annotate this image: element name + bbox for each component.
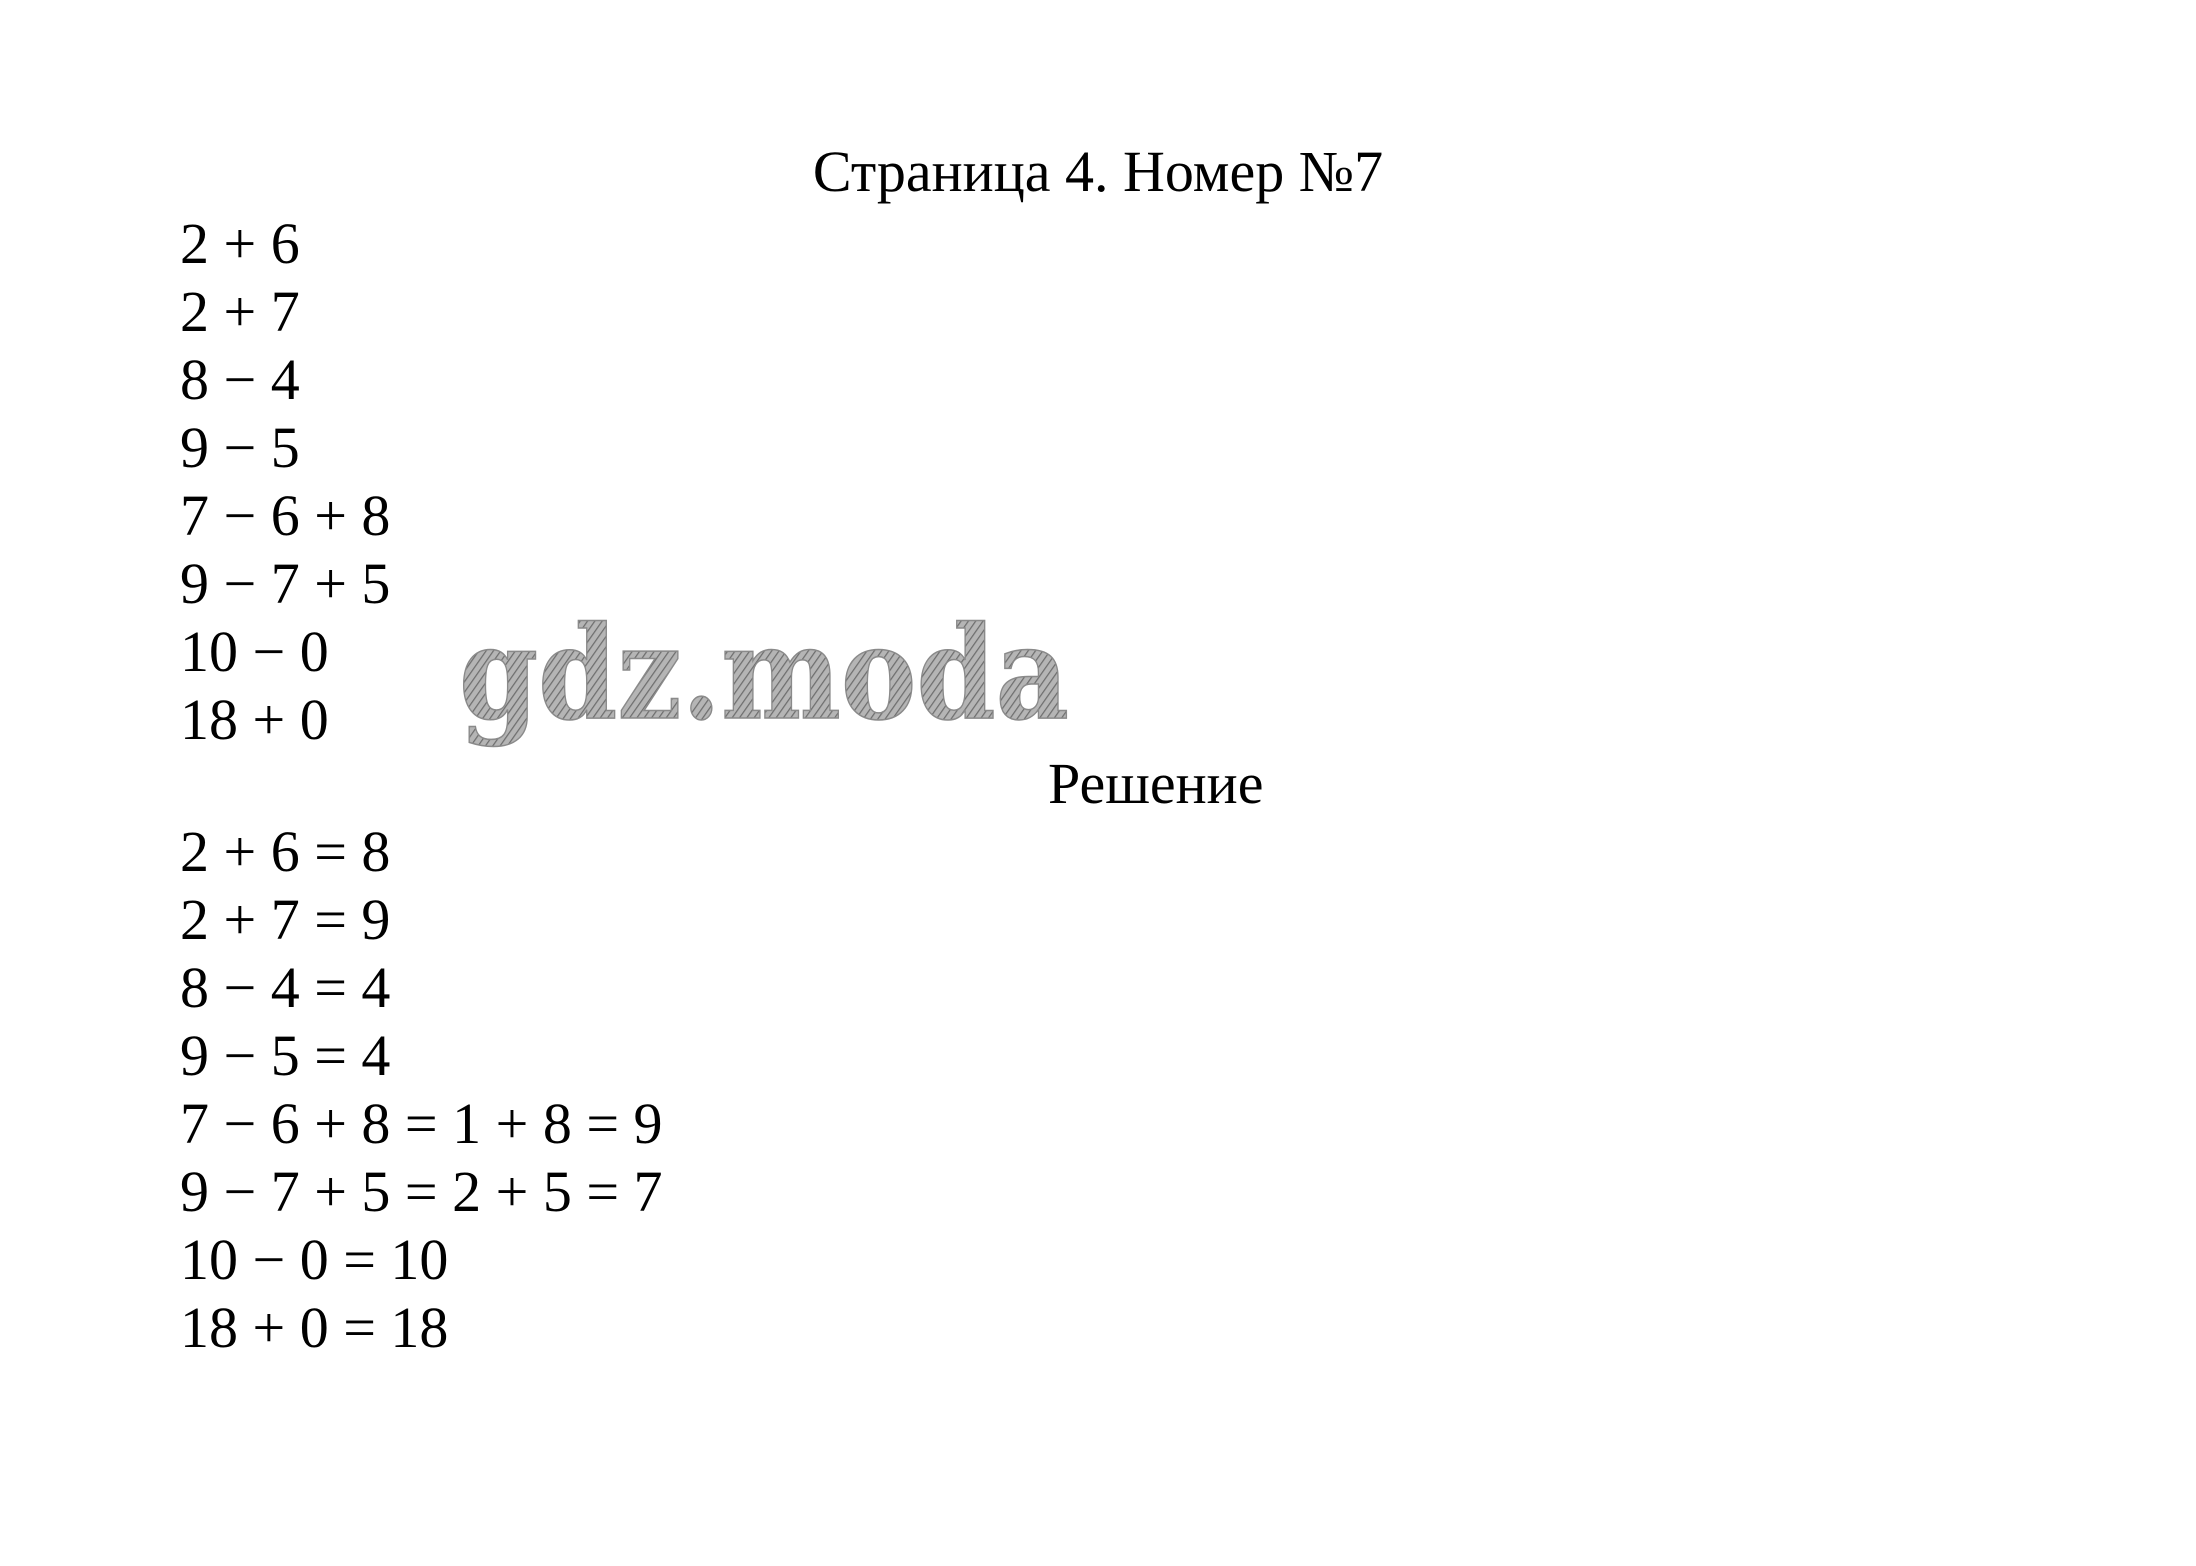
watermark-logo (455, 600, 1095, 760)
solution-item: 9 − 5 = 4 (180, 1023, 391, 1088)
task-list (180, 210, 390, 754)
solution-item: 2 + 7 = 9 (180, 887, 391, 952)
task-item: 18 + 0 (180, 687, 329, 752)
solution-heading: Решение (1048, 751, 1264, 816)
watermark-text: gdz.moda (459, 600, 1069, 749)
task-item: 8 − 4 (180, 347, 300, 412)
task-item: 7 − 6 + 8 (180, 483, 391, 548)
task-item: 2 + 7 (180, 279, 300, 344)
page-title: Страница 4. Номер №7 (812, 139, 1384, 204)
task-item: 9 − 5 (180, 415, 300, 480)
task-item: 10 − 0 (180, 619, 329, 684)
solution-item: 9 − 7 + 5 = 2 + 5 = 7 (180, 1159, 663, 1224)
solution-item: 2 + 6 = 8 (180, 819, 391, 884)
task-item: 9 − 7 + 5 (180, 551, 391, 616)
solution-item: 8 − 4 = 4 (180, 955, 391, 1020)
solution-item: 18 + 0 = 18 (180, 1295, 449, 1360)
solution-item: 10 − 0 = 10 (180, 1227, 449, 1292)
solution-item: 7 − 6 + 8 = 1 + 8 = 9 (180, 1091, 663, 1156)
solution-list (180, 818, 663, 1362)
task-item: 2 + 6 (180, 211, 300, 276)
